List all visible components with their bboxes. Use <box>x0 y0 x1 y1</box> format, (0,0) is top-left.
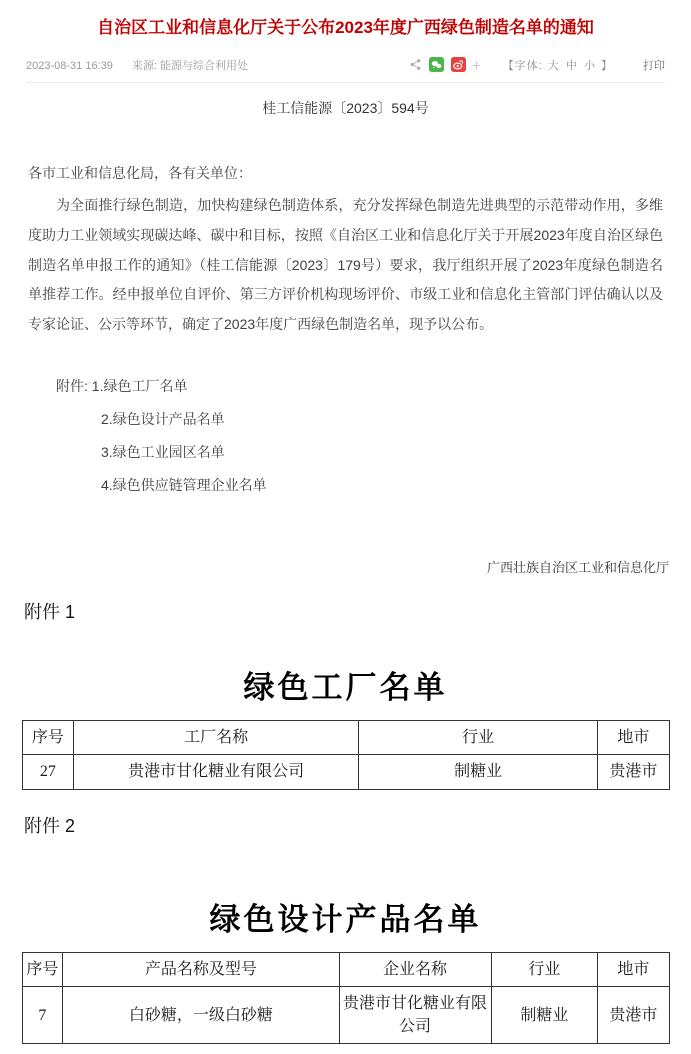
col-header-city: 地市 <box>598 952 669 986</box>
green-design-product-table <box>22 952 670 1045</box>
bottom-whitespace <box>0 1044 691 1054</box>
col-header-seq: 序号 <box>22 720 74 754</box>
share-toolbar <box>409 57 481 72</box>
wechat-icon[interactable] <box>429 57 444 72</box>
article-meta-bar <box>26 57 665 73</box>
table-row <box>22 986 669 1043</box>
cell-seq: 27 <box>22 754 74 789</box>
attachments-label: 附件: <box>56 377 88 394</box>
font-size-medium[interactable]: 中 <box>565 59 578 72</box>
annex1-heading: 绿色工厂名单 <box>243 669 448 705</box>
issuer-signature: 广西壮族自治区工业和信息化厅 <box>486 559 669 575</box>
cell-product-name: 白砂糖，一级白砂糖 <box>63 986 339 1043</box>
cell-city: 贵港市 <box>598 986 669 1043</box>
font-size-large[interactable]: 大 <box>547 59 560 72</box>
col-header-city: 地市 <box>598 720 669 754</box>
page-title: 自治区工业和信息化厅关于公布2023年度广西绿色制造名单的通知 <box>97 18 594 37</box>
font-widget-open: 【字体: <box>502 59 543 72</box>
body-paragraph: 为全面推行绿色制造，加快构建绿色制造体系，充分发挥绿色制造先进典型的示范带动作用，多维度助力工业领域实现碳达峰、碳中和目标，按照《自治区工业和信息化厅关于开展2023年度自治区绿色制造名单申报工作的通知》（桂工信能源〔2023〕179号）要求，我厅组织开展了2023年度绿色制造名单推荐工作。经申报单位自评价、第三方评价机构现场评价、市级工业和信息化主管部门评估确认以及专家论证、公示等环节，确定了2023年度广西绿色制造名单，现予以公布。 <box>28 197 663 332</box>
table-row <box>22 754 669 789</box>
cell-industry: 制糖业 <box>358 754 597 789</box>
weibo-icon[interactable] <box>451 57 466 72</box>
cell-company-name: 贵港市甘化糖业有限公司 <box>339 986 491 1043</box>
col-header-factory-name: 工厂名称 <box>74 720 359 754</box>
article-meta-left <box>26 57 248 73</box>
salutation: 各市工业和信息化局，各有关单位： <box>28 164 252 181</box>
table-header-row <box>22 720 669 754</box>
col-header-product-name: 产品名称及型号 <box>63 952 339 986</box>
attachment-item-3: 3.绿色工业园区名单 <box>101 443 225 460</box>
source-text: 来源: 能源与综合利用处 <box>131 59 249 72</box>
attachment-item-1: 1.绿色工厂名单 <box>91 377 188 394</box>
cell-factory-name: 贵港市甘化糖业有限公司 <box>74 754 359 789</box>
publish-datetime: 2023-08-31 16:39 <box>26 59 113 72</box>
font-widget-close: 】 <box>601 59 613 72</box>
font-size-small[interactable]: 小 <box>583 59 596 72</box>
cell-city: 贵港市 <box>598 754 669 789</box>
green-factory-table <box>22 720 670 790</box>
table-header-row <box>22 952 669 986</box>
attachment-row <box>56 376 663 396</box>
col-header-industry: 行业 <box>491 952 598 986</box>
annex2-heading: 绿色设计产品名单 <box>209 901 482 937</box>
attachment-item-4: 4.绿色供应链管理企业名单 <box>101 476 267 493</box>
annex2-label: 附件 2 <box>24 815 76 836</box>
share-icon[interactable] <box>409 58 422 71</box>
font-size-widget <box>503 57 613 73</box>
cell-industry: 制糖业 <box>491 986 598 1043</box>
attachments-list <box>56 376 663 495</box>
attachment-item-2: 2.绿色设计产品名单 <box>101 410 225 427</box>
col-header-seq: 序号 <box>22 952 63 986</box>
doc-number: 桂工信能源〔2023〕594号 <box>262 99 429 116</box>
col-header-industry: 行业 <box>358 720 597 754</box>
plus-icon[interactable]: + <box>472 56 481 73</box>
header-divider <box>26 82 665 83</box>
col-header-company-name: 企业名称 <box>339 952 491 986</box>
print-button[interactable]: 打印 <box>643 59 665 72</box>
article-meta-right <box>409 57 666 73</box>
cell-seq: 7 <box>22 986 63 1043</box>
annex1-label: 附件 1 <box>24 601 76 622</box>
